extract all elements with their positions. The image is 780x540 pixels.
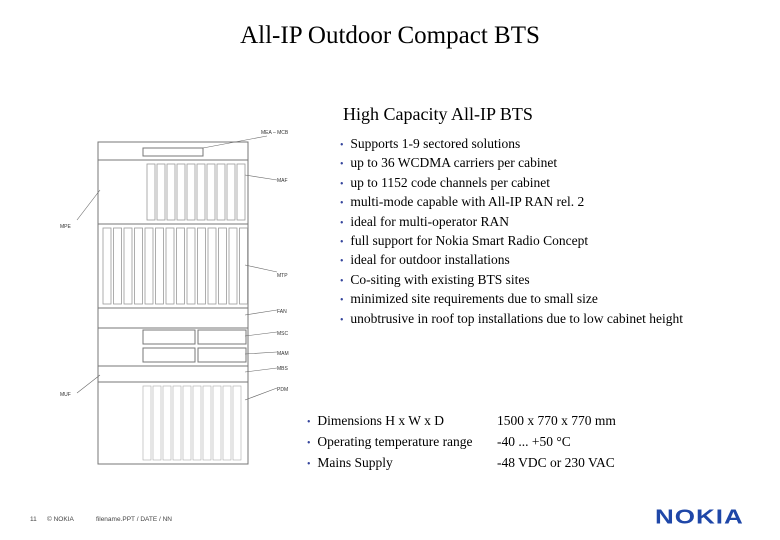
card-slot	[187, 228, 195, 304]
bullet-icon: •	[340, 256, 344, 268]
card-slot	[145, 228, 153, 304]
bullet-icon: •	[340, 295, 344, 307]
label-fan: FAN	[277, 309, 287, 315]
card-slot	[187, 164, 195, 220]
list-item: • multi-mode capable with All-IP RAN rel. 2	[340, 192, 683, 211]
label-mbs: MBS	[277, 366, 288, 372]
card-slot	[157, 164, 165, 220]
card-slot	[177, 164, 185, 220]
list-item: • minimized site requirements due to small size	[340, 289, 683, 308]
list-item: • up to 36 WCDMA carriers per cabinet	[340, 153, 683, 172]
mtp-slots	[103, 228, 248, 304]
mea-mcb-panel	[143, 148, 203, 156]
card-slot	[147, 164, 155, 220]
mam-unit	[198, 348, 246, 362]
bullet-icon: •	[340, 159, 344, 171]
card-slot	[114, 228, 122, 304]
nokia-logo: NOKIA	[655, 505, 744, 529]
card-slot	[103, 228, 111, 304]
card-slot	[208, 228, 216, 304]
card-slot	[183, 386, 191, 460]
bts-cabinet-diagram	[55, 120, 305, 500]
card-slot	[240, 228, 248, 304]
label-mtp: MTP	[277, 273, 288, 279]
page-title: All-IP Outdoor Compact BTS	[240, 22, 540, 49]
bullet-icon: •	[340, 314, 344, 326]
card-slot	[135, 228, 143, 304]
card-slot	[217, 164, 225, 220]
spec-value: -40 ... +50 °C	[497, 434, 571, 449]
card-slot	[124, 228, 132, 304]
card-slot	[156, 228, 164, 304]
card-slot	[173, 386, 181, 460]
card-slot	[193, 386, 201, 460]
spec-label: Mains Supply	[317, 455, 393, 470]
label-mea-mcb: MEA – MCB	[261, 130, 289, 136]
mam-unit	[198, 330, 246, 344]
card-slot	[163, 386, 171, 460]
card-slot	[229, 228, 237, 304]
card-slot	[219, 228, 227, 304]
card-slot	[198, 228, 206, 304]
bullet-icon: •	[307, 459, 311, 470]
list-item: • Co-siting with existing BTS sites	[340, 270, 683, 289]
label-pdm: PDM	[277, 387, 289, 393]
footer-doc-id: filename.PPT / DATE / NN	[96, 516, 172, 523]
card-slot	[167, 164, 175, 220]
bullet-icon: •	[340, 140, 344, 151]
bullet-icon: •	[340, 198, 344, 210]
card-slot	[223, 386, 231, 460]
list-item: • full support for Nokia Smart Radio Concept	[340, 231, 683, 250]
card-slot	[197, 164, 205, 220]
spec-label: Operating temperature range	[317, 434, 473, 449]
card-slot	[153, 386, 161, 460]
card-slot	[233, 386, 241, 460]
bullet-icon: •	[307, 417, 311, 428]
list-item: • Supports 1-9 sectored solutions	[340, 134, 683, 153]
bullet-icon: •	[340, 236, 344, 248]
list-item: • up to 1152 code channels per cabinet	[340, 173, 683, 192]
card-slot	[227, 164, 235, 220]
card-slot	[237, 164, 245, 220]
label-mam: MAM	[277, 351, 289, 357]
card-slot	[213, 386, 221, 460]
spec-value: 1500 x 770 x 770 mm	[497, 413, 616, 428]
footer-page-number: 11	[30, 516, 37, 523]
card-slot	[143, 386, 151, 460]
label-muf: MUF	[60, 392, 71, 398]
card-slot	[166, 228, 174, 304]
label-mpe: MPE	[60, 224, 71, 230]
bullet-icon: •	[340, 275, 344, 287]
list-item: • unobtrusive in roof top installations due to low cabinet height	[340, 309, 683, 328]
page-subtitle: High Capacity All-IP BTS	[343, 104, 533, 124]
list-item: • ideal for outdoor installations	[340, 250, 683, 269]
card-slot	[203, 386, 211, 460]
list-item: • ideal for multi-operator RAN	[340, 212, 683, 231]
bullet-icon: •	[307, 438, 311, 449]
msc-unit	[143, 348, 195, 362]
card-slot	[207, 164, 215, 220]
maf-slots	[147, 164, 245, 220]
label-maf: MAF	[277, 178, 288, 184]
bullet-icon: •	[340, 178, 344, 190]
spec-label: Dimensions H x W x D	[317, 413, 445, 428]
bullet-icon: •	[340, 217, 344, 229]
pdm-slots	[143, 386, 241, 460]
feature-list	[340, 134, 683, 328]
label-msc: MSC	[277, 331, 289, 337]
card-slot	[177, 228, 185, 304]
msc-unit	[143, 330, 195, 344]
footer-copyright: © NOKIA	[47, 516, 74, 523]
spec-value: -48 VDC or 230 VAC	[497, 455, 615, 470]
